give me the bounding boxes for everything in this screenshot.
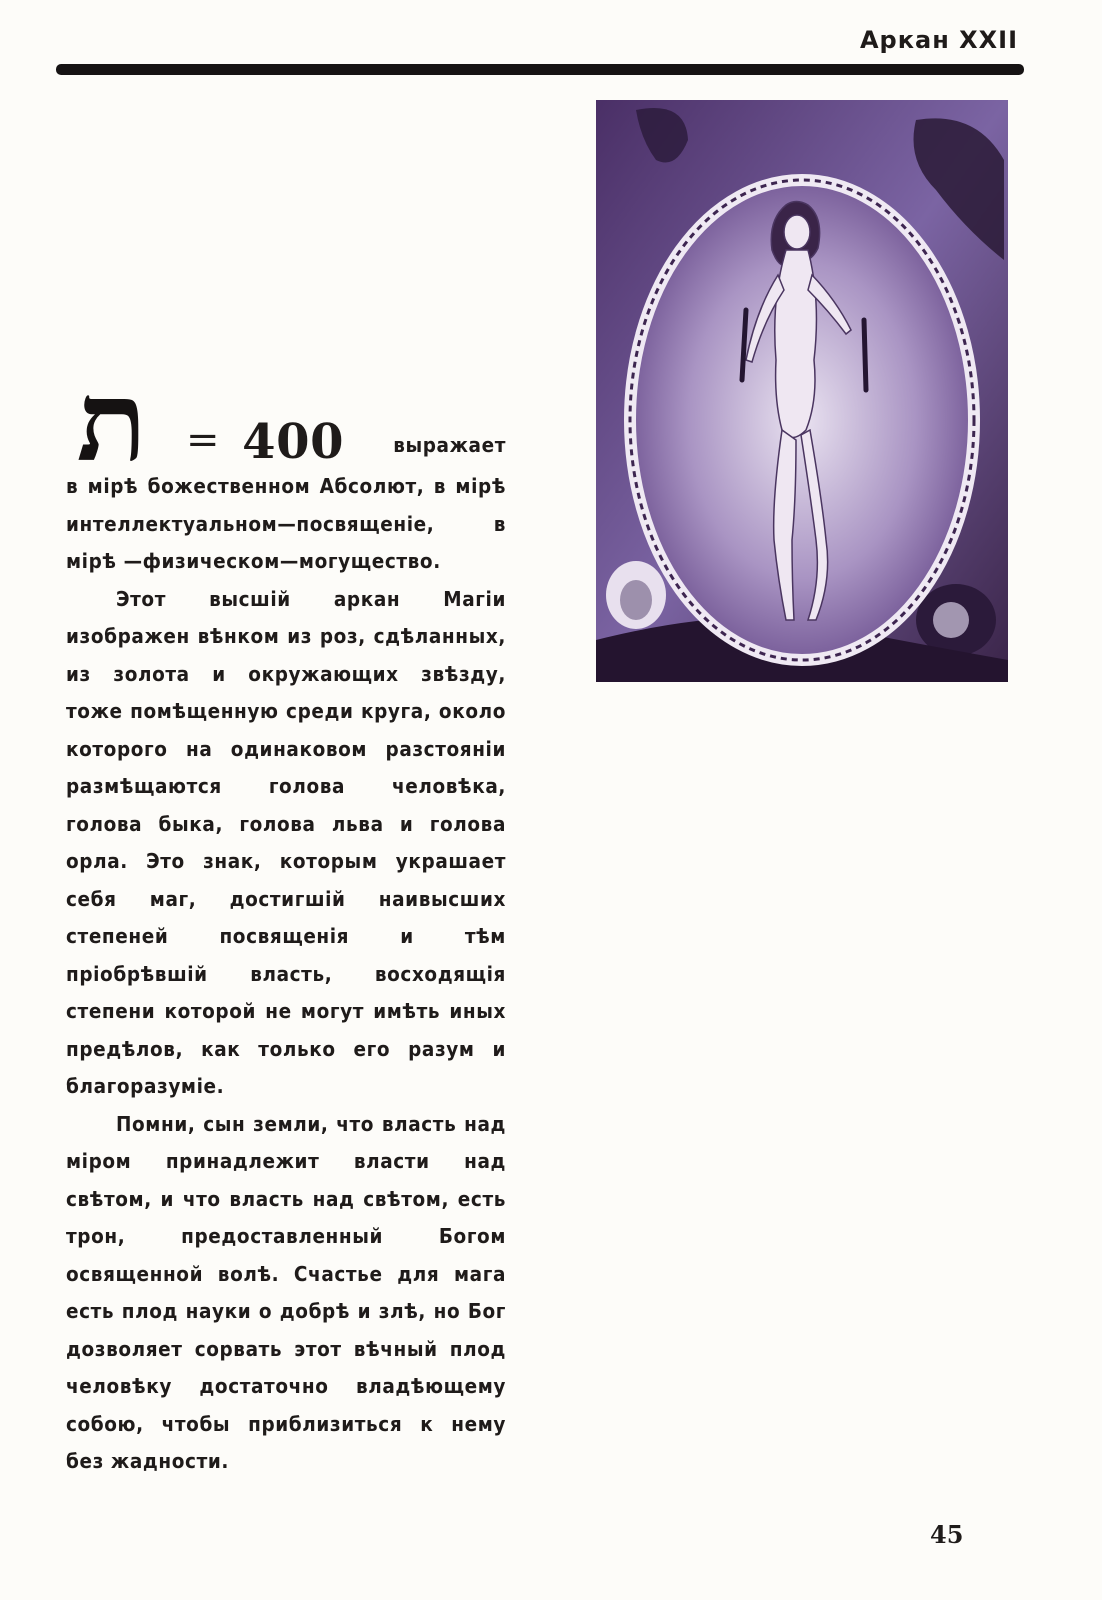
numeric-value: 400	[242, 414, 345, 470]
paragraph-2: Этот высшій аркан Магіи изображен вѣнком из роз, сдѣланных, из золота и окружающих звѣзду, тоже помѣщенную среди круга, около которого на одинаковом разстояніи размѣщаются голова человѣка, голова быка, голова льва и голова орла. Это знак, которым украшает себя маг, достигшій наивысших степеней посвященія и тѣм пріобрѣвшій власть, восходящія степени которой не могут имѣть иных предѣлов, как только его разум и благоразуміе.	[66, 586, 506, 1098]
paragraph-3: Помни, сын земли, что власть над міром принадлежит власти над свѣтом, и что власть над свѣтом, есть трон, предоставленный Богом освященной волѣ. Счастье для мага есть плод науки о добрѣ и злѣ, но Бог дозволяет сорвать этот вѣчный плод человѣку достаточно владѣющему собою, чтобы приблизиться к нему без жадности.	[66, 1111, 506, 1473]
page-number: 45	[930, 1520, 964, 1549]
header-rule	[56, 64, 1024, 75]
equals-sign: =	[186, 417, 221, 463]
paragraph-1: в мірѣ божественном Абсолют, в мірѣ интеллектуальном—посвященіе, в мірѣ —физическом—могущество.	[66, 474, 506, 573]
formula-word: выражает	[393, 432, 506, 457]
formula-line	[66, 357, 506, 486]
hebrew-letter-tav: ת	[76, 357, 148, 486]
header-title: Аркан XXII	[859, 26, 1018, 54]
main-text	[66, 357, 506, 1481]
tarot-illustration	[596, 100, 1008, 682]
